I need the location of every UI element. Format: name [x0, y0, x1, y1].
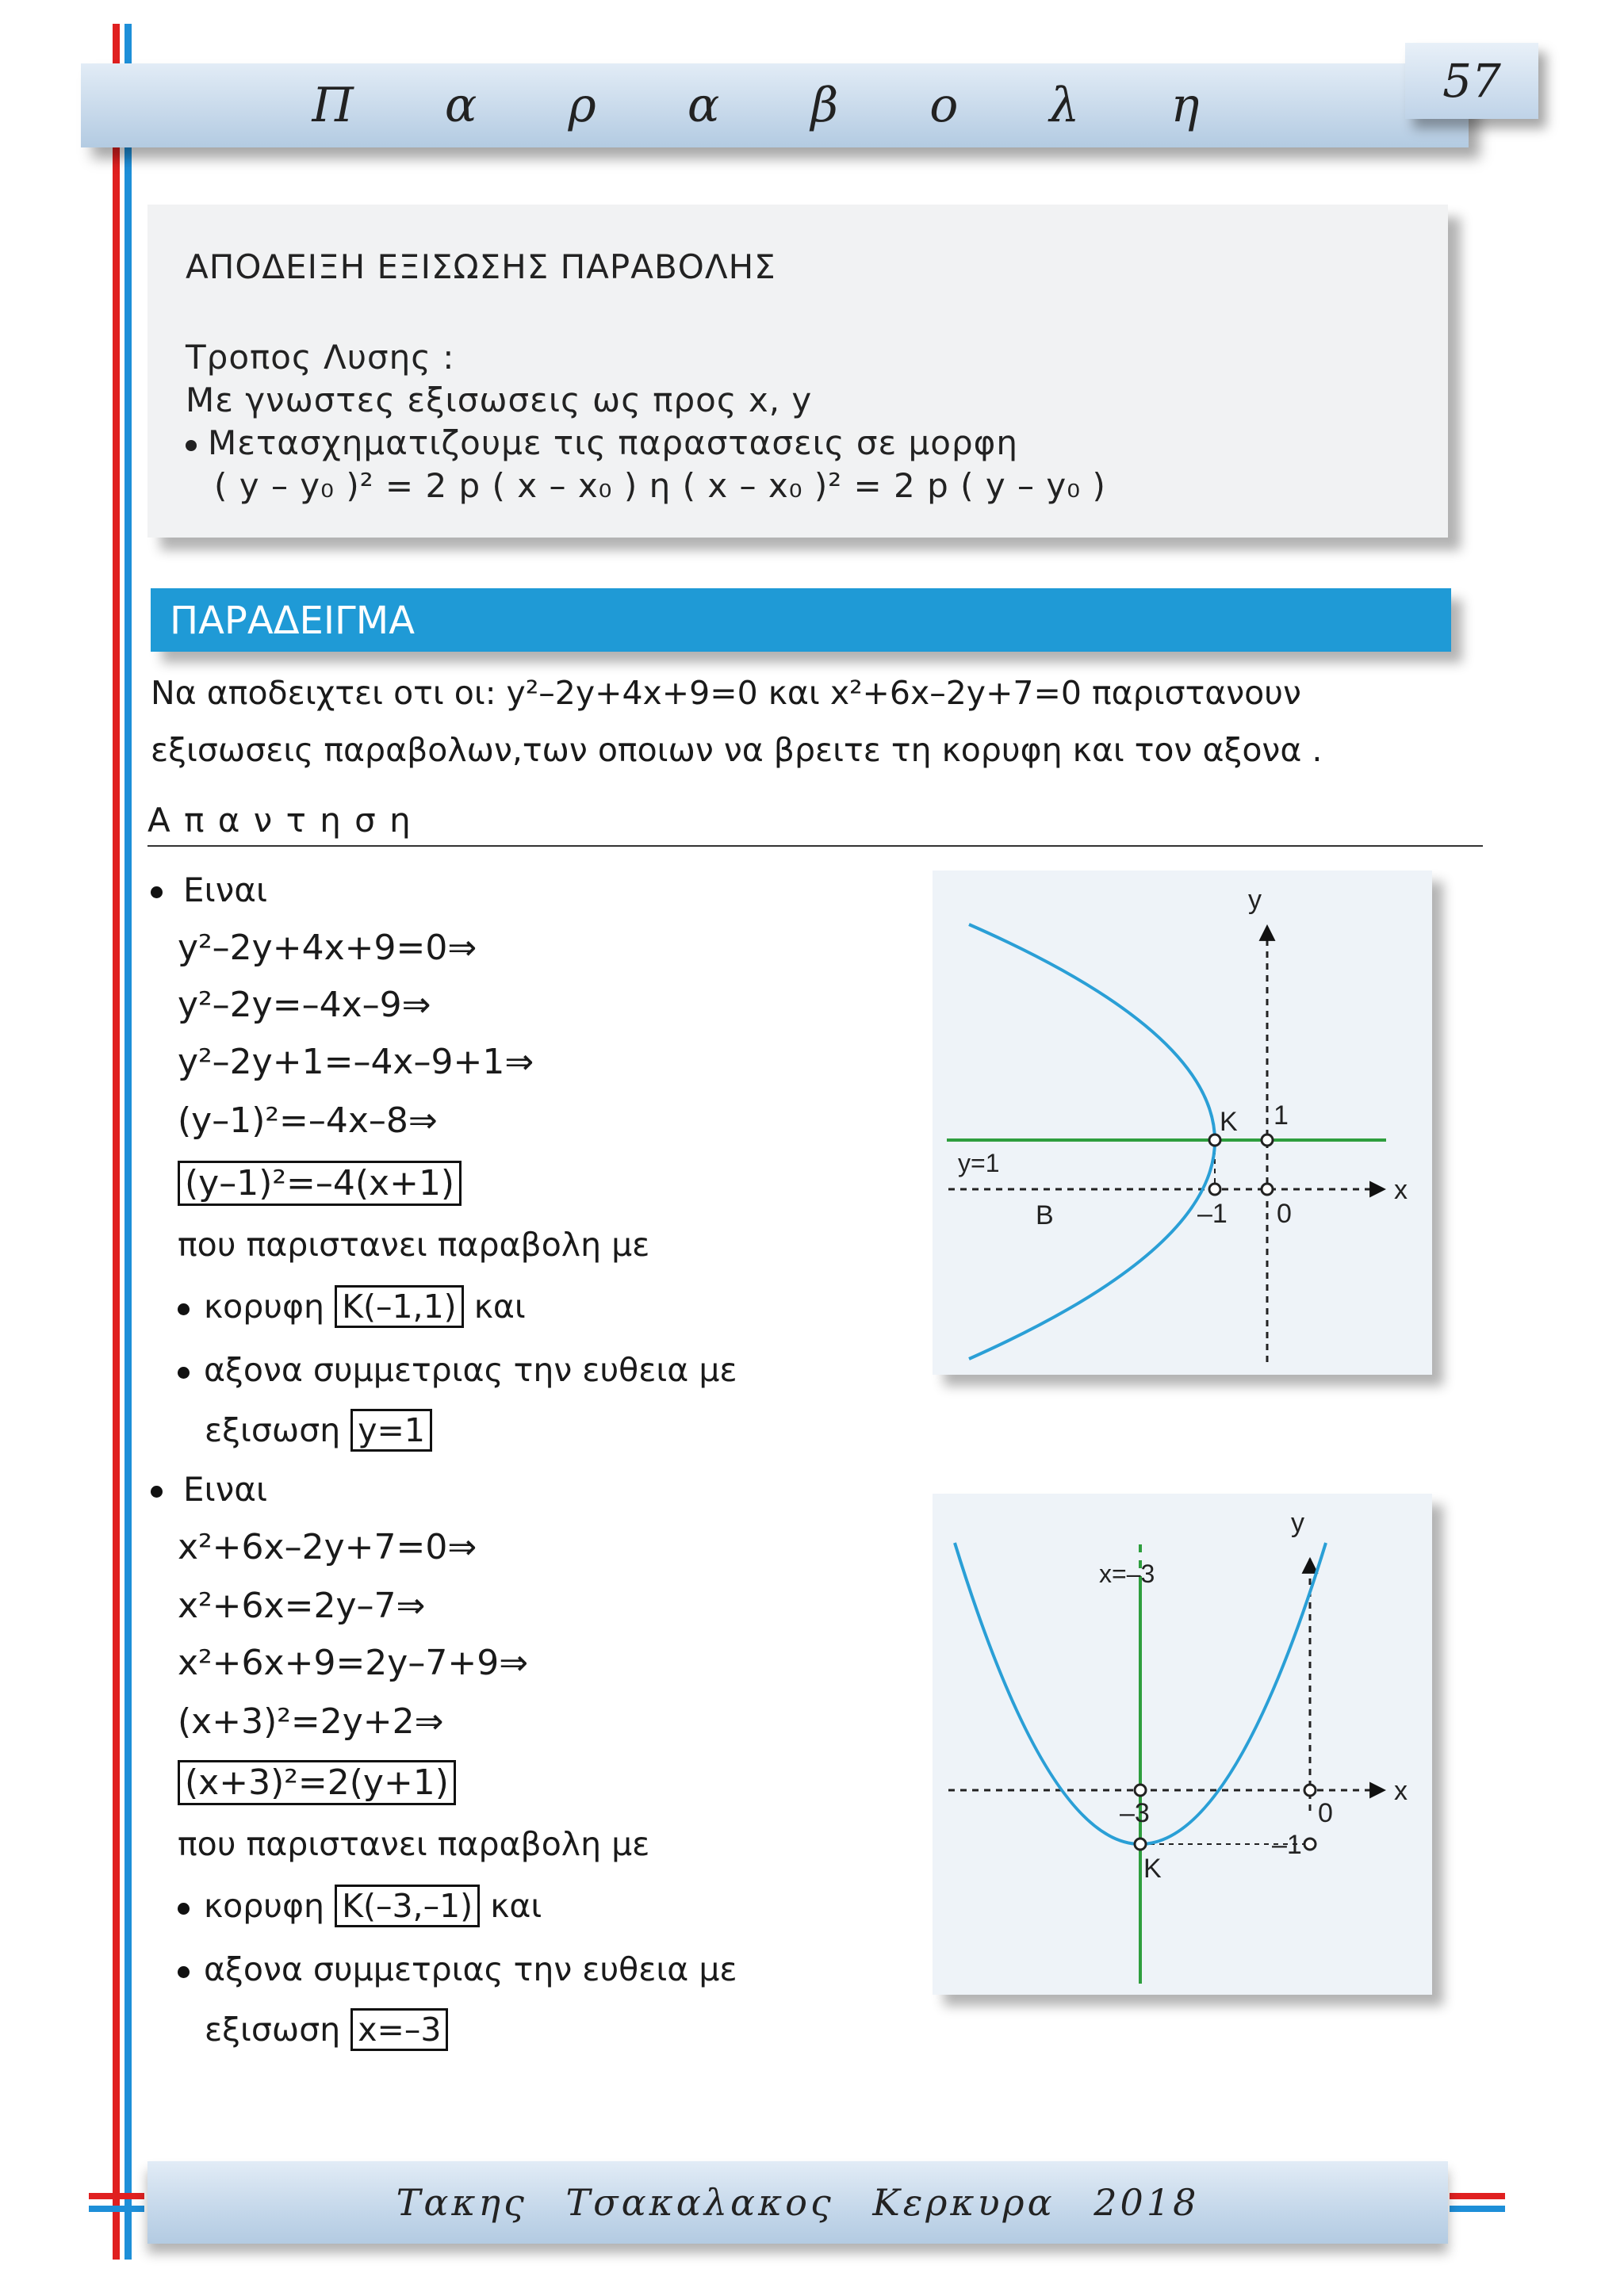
graph1-vertex-label: K — [1220, 1107, 1238, 1137]
solution1-intro: Ειναι — [151, 871, 267, 909]
graph2-vertex-point — [1135, 1839, 1146, 1850]
footer-right-red-bar — [1450, 2193, 1505, 2199]
graph1-tick-1: 1 — [1274, 1100, 1289, 1131]
method-line-1: Τροπος Λυσης : — [186, 338, 455, 377]
graph2-tick-m3: –3 — [1120, 1798, 1150, 1828]
graph2-tick-m1: –1 — [1272, 1830, 1302, 1860]
footer-left-red-bar — [89, 2193, 144, 2199]
left-blue-stripe — [124, 24, 132, 2260]
bullet-icon — [151, 1486, 163, 1498]
graph2-origin-label: 0 — [1318, 1798, 1333, 1828]
method-line-2: Με γνωστες εξισωσεις ως προς x, y — [186, 381, 813, 419]
solution2-axis-eq-line: εξισωση x=–3 — [205, 2011, 448, 2049]
solution1-represents: που παριστανει παραβολη με — [178, 1226, 650, 1264]
answer-divider — [147, 845, 1483, 847]
bullet-icon — [151, 886, 163, 898]
solution2-represents: που παριστανει παραβολη με — [178, 1825, 650, 1863]
graph2-point-m3 — [1135, 1785, 1146, 1796]
graph1-point-m1 — [1209, 1184, 1220, 1195]
bullet-icon — [178, 1903, 190, 1915]
graph1-origin-label: 0 — [1277, 1199, 1292, 1229]
solution2-vertex: K(–3,–1) — [335, 1885, 480, 1927]
graph2-origin-point — [1304, 1785, 1316, 1796]
graph2-line-label: x=–3 — [1099, 1559, 1155, 1588]
footer-left-blue-bar — [89, 2206, 144, 2212]
graph1-origin-point — [1262, 1184, 1273, 1195]
footer-right-blue-bar — [1450, 2206, 1505, 2212]
graph1-svg — [933, 871, 1432, 1375]
solution2-step-1: x²+6x–2y+7=0⇒ — [178, 1527, 477, 1567]
left-red-stripe — [113, 24, 120, 2260]
solution2-step-4: (x+3)²=2y+2⇒ — [178, 1701, 444, 1742]
graph2-vertex-label: K — [1143, 1854, 1162, 1884]
problem-line-1: Να αποδειχτει οτι οι: y²–2y+4x+9=0 και x²+6x–2y+7=0 παριστανουν — [151, 674, 1301, 712]
graph2-svg — [933, 1494, 1432, 1995]
solution2-result: (x+3)²=2(y+1) — [178, 1760, 456, 1805]
footer-bar: Τακης Τσακαλακος Κερκυρα 2018 — [147, 2161, 1448, 2244]
solution2-step-3: x²+6x+9=2y–7+9⇒ — [178, 1643, 529, 1683]
graph1-y-label: y — [1248, 885, 1262, 915]
graph2-figure — [933, 1494, 1432, 1995]
answer-heading: Α π α ν τ η σ η — [147, 801, 412, 840]
solution1-result: (y–1)²=–4(x+1) — [178, 1161, 462, 1206]
method-heading: ΑΠΟΔΕΙΞΗ ΕΞΙΣΩΣΗΣ ΠΑΡΑΒΟΛΗΣ — [186, 247, 776, 286]
method-line-3: Μετασχηματιζουμε τις παραστασεις σε μορφη — [186, 423, 1018, 462]
solution1-axis-line: αξονα συμμετριας την ευθεια με — [178, 1351, 737, 1389]
graph1-point-1 — [1262, 1135, 1273, 1146]
graph2-y-label: y — [1291, 1508, 1304, 1538]
problem-line-2: εξισωσεις παραβολων,των οποιων να βρειτε τη κορυφη και τον αξονα . — [151, 731, 1323, 769]
graph1-b-label: B — [1036, 1200, 1054, 1230]
solution1-step-1: y²–2y+4x+9=0⇒ — [178, 928, 477, 968]
graph1-line-label: y=1 — [958, 1149, 1000, 1177]
solution1-step-3: y²–2y+1=–4x–9+1⇒ — [178, 1042, 534, 1082]
bullet-icon — [186, 440, 197, 451]
solution2-axis-line: αξονα συμμετριας την ευθεια με — [178, 1950, 737, 1988]
bullet-icon — [178, 1966, 190, 1978]
solution1-step-2: y²–2y=–4x–9⇒ — [178, 985, 431, 1025]
solution1-step-4: (y–1)²=–4x–8⇒ — [178, 1100, 438, 1141]
page-number: 57 — [1405, 43, 1538, 119]
example-banner: ΠΑΡΑΔΕΙΓΜΑ — [151, 588, 1451, 652]
solution2-intro: Ειναι — [151, 1470, 267, 1509]
graph1-tick-m1: –1 — [1197, 1199, 1228, 1229]
page-title: Π α ρ α β ο λ η — [312, 78, 1238, 133]
solution1-vertex-line: κορυφη K(–1,1) και — [178, 1288, 526, 1326]
solution2-axis-eq: x=–3 — [350, 2008, 448, 2051]
solution1-vertex: K(–1,1) — [335, 1285, 464, 1328]
graph1-x-label: x — [1394, 1175, 1408, 1205]
bullet-icon — [178, 1367, 190, 1379]
solution2-vertex-line: κορυφη K(–3,–1) και — [178, 1887, 542, 1925]
solution1-axis-eq-line: εξισωση y=1 — [205, 1411, 432, 1449]
graph2-point-m1 — [1304, 1839, 1316, 1850]
graph2-x-label: x — [1394, 1776, 1408, 1806]
graph1-vertex-point — [1209, 1135, 1220, 1146]
graph1-figure — [933, 871, 1432, 1375]
solution2-step-2: x²+6x=2y–7⇒ — [178, 1586, 426, 1626]
solution1-axis-eq: y=1 — [350, 1409, 432, 1452]
bullet-icon — [178, 1303, 190, 1315]
method-formula: ( y – y₀ )² = 2 p ( x – x₀ ) η ( x – x₀ )² = 2 p ( y – y₀ ) — [214, 466, 1106, 505]
method-box — [147, 205, 1448, 538]
